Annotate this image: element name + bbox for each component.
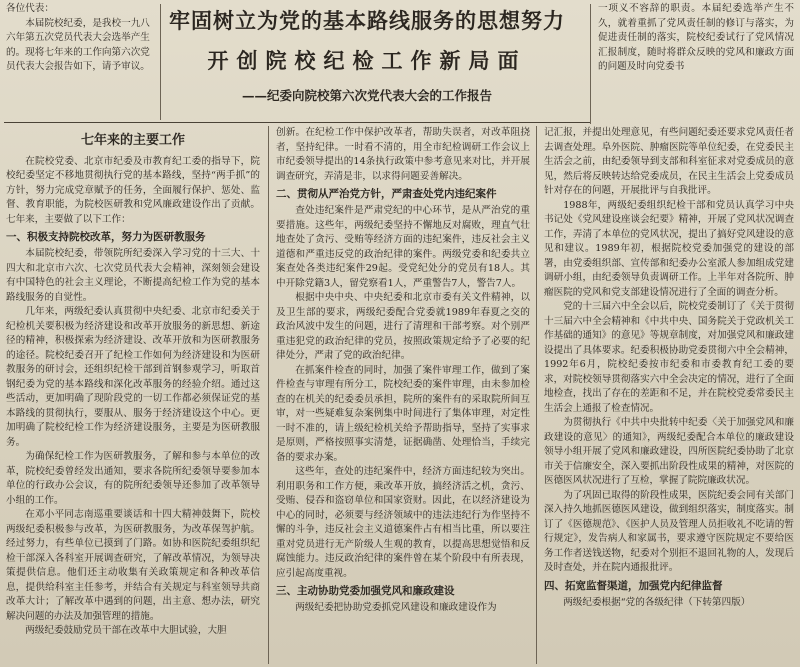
headline-title-line1: 牢固树立为党的基本路线服务的思想努力 [169,8,565,33]
column-divider-1 [268,126,269,664]
section-title: 七年来的主要工作 [80,133,185,148]
col2-paragraph: 根据中央中央、中央纪委和北京市委有关文件精神，以及卫生部的要求，两级纪委配合党委就1989年春夏之交的政治风波中发生的问题，进行了清理和干部考察。对个别严重违犯党的政治纪律的党员，按照政策规定给予了必要的纪律处分，严肃了党的政治纪律。 [276,292,530,361]
col3-paragraph: 为了巩固已取得的阶段性成果，医院纪委会同有关部门深入持久地抓医德医风建设，做到组织落实，制度落实。制订了《医德规范》、《医护人员及管理人员拒收礼不吃请的暂行规定》，发告病人和家属书，要求遵守医院规定不要给医务工作者送钱送物，纪委对个别拒不退回礼物的人，发现后及时查处，并在院内通报批评。 [544,489,794,573]
col3-paragraph: 记汇报，并提出处理意见，有些问题纪委还要求党风责任者去调查处理。阜外医院、肿瘤医院等单位纪委，在党委民主生活会之前，由纪委领导到支部和科室征求对党委成员的意见，然后将反映转达给党委成员，在民主生活会上党委成员针对存在的问题，开展批评与自我批评。 [544,127,794,196]
col2-paragraph: 查处违纪案件是严肃党纪的中心环节，是从严治党的重要措施。这些年，两级纪委坚持不懈地反对腐败，理直气壮地查处了贪污、受贿等经济方面的违纪案件，违反社会主义道德和严重违反党的政治纪律的案件。两级党委和纪委共立案查处各类违纪案件29起。受党纪处分的党员有18人。其中开除党籍3人，留党察看1人，严重警告7人，警告7人。 [276,205,530,289]
column-divider-2 [536,126,537,664]
col2-paragraph: 在抓案件检查的同时，加强了案件审理工作，做到了案件检查与审理有所分工，院校纪委的案件审理，由未参加检查的在机关的纪委委员承担，院所的案件有的采取院所间互审，对一些疑难复杂案例集中时间进行了集体审理，对定性一时不准的，请上级纪检机关给予帮助指导，坚持了实事求是原则，严格按照事实清楚，证据确凿、处理恰当，手续完备的要求办案。 [276,364,530,463]
col1-paragraph: 为确保纪检工作为医研教服务，了解和参与本单位的改革，院校纪委曾经发出通知，要求各院所纪委领导要参加本单位的行政办公会议，有的院所纪委领导还参加了改革领导小组的工作。 [6,451,260,506]
salutation: 各位代表： [6,3,54,14]
col1-paragraph: 两级纪委鼓励党员干部在改革中大胆试验，大胆 [25,625,227,636]
headline-subtitle: ——纪委向院校第六次党代表大会的工作报告 [241,88,492,103]
col3-paragraph: 1988年，两级纪委组织纪检干部和党员认真学习中央书记处《党风建设座谈会纪要》精神，开展了党风状况调查工作，弄清了本单位的党风状况，提出了搞好党风建设的意见和建议。1989年初，根据院校党委加强党的建设的部署，由党委组织部、宣传部和纪委办公室派人参加组成党建调研小组，由纪委领导负责调研工作。上半年对各院所、肿瘤医院的党风和党支部建设情况进行了全面的调查分析。 [544,199,794,298]
headline-title-line2: 开创院校纪检工作新局面 [207,48,527,73]
col2-paragraph: 创新。在纪检工作中保护改革者，帮助失误者，对改革阻挠者，坚持纪律。一时看不清的，用全市纪检调研工作会议上市纪委领导提出的14条执行政策中参考意见来对比，并开展调查研究，弄清是非，以求得问题妥善解决。 [276,127,530,182]
col1-paragraph: 几年来，两级纪委认真贯彻中央纪委、北京市纪委关于纪检机关要积极为经济建设和改革开放服务的新思想、新途径的精神，积极探索为经济建设、改革开放和为医研教服务的途径。院校纪委召开了纪检工作如何为经济建设和为医研教服务的研讨会，还组织纪检干部到首钢参观学习，听取首钢纪委为党的基本路线和深化改革服务的经验介绍。通过这些活动，更加明确了现阶段党的一切工作都必须保证党的基本路线的贯彻执行，要服从、服务于经济建设这个中心。更加明确了院校纪检工作为经济建设服务，主要是为医研教服务。 [6,306,260,448]
col2-paragraph: 两级纪委把协助党委抓党风建设和廉政建设作为 [295,602,497,613]
headline-divider [590,4,591,124]
col3-paragraph: 党的十三届六中全会以后，院校党委制订了《关于贯彻十三届六中全会精神和《中共中央、国务院关于党政机关工作基础的通知》的意见》等规章制度，对加强党风和廉政建设提出了具体要求。纪委积极协助党委贯彻六中全会精神，1992年6月，院校纪委按市纪委和市委教育纪工委的要求，对院校领导贯彻落实六中全会决定的情况，进行了全面地检查，找出了存在的差距和不足，并在院校党委常委民主生活会上通报了检查情况。 [544,301,794,414]
headline-bottom-rule [4,122,590,123]
col3-paragraph: 两级纪委根据“党的各级纪律（下转第四版） [563,596,751,608]
column-2 [276,126,530,616]
col3-heading-4: 四、拓宽监督渠道，加强党内纪律监督 [544,579,723,592]
col1-heading-1: 一、积极支持院校改革，努力为医研教服务 [6,231,206,243]
headline-block [168,6,566,104]
intro-divider [160,4,161,120]
aside-top-paragraph: 一项义不容辞的职责。本届纪委选举产生不久，就着重抓了党风责任制的修订与落实，为促进责任制的落实，院校纪委试行了党风情况汇报制度，随时将群众反映的党风和廉政方面的问题及时向党委书 [598,3,794,72]
col1-paragraph: 在邓小平同志南巡重要谈话和十四大精神鼓舞下，院校两级纪委积极参与改革，为医研教服务，为改革保驾护航。经过努力，有些单位已摸到了门路。如协和医院纪委组织纪检干部深入各科室开展调查研究，了解改革情况，为领导决策提供信息。他们还主动收集有关政策规定和各种改革信息，提供给科室主任参考，并结合有关规定与科室领导共商改革大计；了解改革中遇到的问题，出主意、想办法，研究解决问题的办法及加强管理的措施。 [6,509,260,622]
column-1 [6,124,260,639]
intro-block [6,2,156,75]
col3-paragraph: 为贯彻执行《中共中央批转中纪委〈关于加强党风和廉政建设的意见〉的通知》，两级纪委配合本单位的廉政建设领导小组开展了党风和廉政建设，四所医院纪委协助了北京市关于信廉安全，深入要抓出阶段性成果的精神，对医院的医德医风状况进行了互检，掌握了院院廉政状况。 [544,417,794,486]
intro-text: 本届院校纪委，是我校一九八六年第五次党员代表大会选举产生的。现将七年来的工作向第六次党员代表大会报告如下，请予审议。 [6,17,150,72]
column-3 [544,126,794,610]
col2-paragraph: 这些年，查处的违纪案件中，经济方面违纪较为突出。利用职务和工作方便，乘改革开放，搞经济活之机，贪污、受贿、侵吞和盗窃单位和国家资财。因此，在以经济建设为中心的同时，必须要与经济领域中的违法违纪行为作坚持不懈的斗争，违反社会主义道德案件占有相当比重，所以要注重对党员进行无产阶级人生观的教育，以提高思想觉悟和反腐蚀能力。违反政治纪律的案件曾在某个阶段中有所表现，应引起高度重视。 [276,466,530,579]
aside-top-text [598,2,794,75]
col2-heading-3: 三、主动协助党委加强党风和廉政建设 [276,585,455,597]
col2-heading-2: 二、贯彻从严治党方针，严肃查处党内违纪案件 [276,188,497,200]
col1-paragraph: 在院校党委、北京市纪委及市教育纪工委的指导下，院校纪委坚定不移地贯彻执行党的基本路线，坚持“两手抓”的方针，努力完成党章赋予的任务，全面履行保护、惩处、监督、教育职能，为院校医研教和党风廉政建设作出了贡献。七年来，主要做了以下工作： [6,155,260,225]
col1-paragraph: 本届院校纪委，带领院所纪委深入学习党的十三大、十四大和北京市六次、七次党员代表大会精神，深刻领会建设有中国特色的社会主义理论，不断提高纪检工作为党的基本路线服务的自觉性。 [6,248,260,303]
